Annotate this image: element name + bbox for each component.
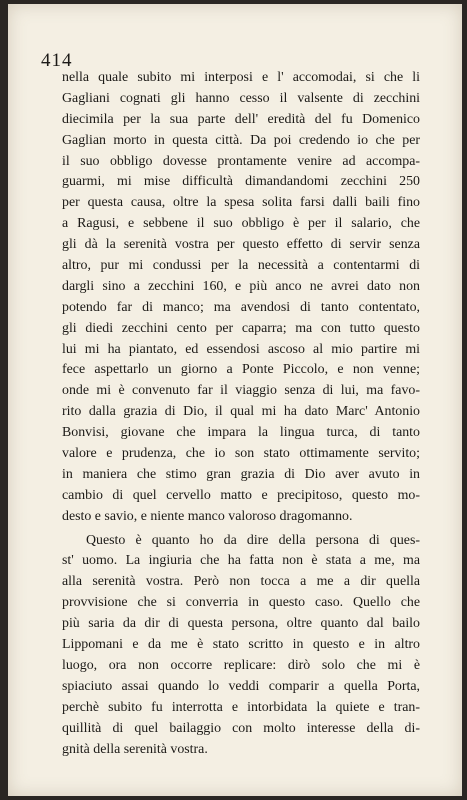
paragraph-1 (62, 68, 420, 528)
text-line: spiaciuto assai quando lo veddi comparir a quella Porta, (62, 678, 420, 694)
text-line: gnità della serenità vostra. (62, 741, 208, 757)
paragraph-2 (62, 531, 420, 761)
body-text (62, 68, 420, 760)
text-line: st' uomo. La ingiuria che ha fatta non è stata a me, ma (62, 553, 420, 569)
text-line: gli dà la serenità vostra per questo effetto di servir senza (62, 237, 420, 253)
text-line: diecimila per la sua parte dell' eredità del fu Domenico (62, 111, 420, 127)
text-line: onde mi è convenuto far il viaggio senza di lui, ma favo- (62, 383, 420, 399)
text-line: rito dalla grazia di Dio, il qual mi ha dato Marc' Antonio (62, 404, 420, 420)
text-line: il suo obbligo dovesse prontamente venire ad accompa- (62, 153, 420, 169)
text-line: provvisione che si converria in questo caso. Quello che (62, 595, 420, 611)
text-line: gli diedi zecchini cento per caparra; ma con tutto questo (62, 320, 420, 336)
book-page (8, 4, 462, 796)
text-line: Questo è quanto ho da dire della persona di ques- (86, 532, 420, 548)
text-line: Gagliani cognati gli hanno cesso il valsente di zecchini (62, 90, 420, 106)
text-line: più saria da dir di questa persona, oltre quanto dal bailo (62, 616, 420, 632)
text-line: perchè subito fu interrotta e intorbidata la quiete e tran- (62, 699, 420, 715)
text-line: cambio di quel cervello matto e precipitoso, questo mo- (62, 487, 420, 503)
text-line: a Ragusi, e sebbene il suo obbligo è per il salario, che (62, 216, 420, 232)
text-line: guarmi, mi mise difficultà dimandandomi zecchini 250 (62, 174, 420, 190)
page-number: 414 (41, 50, 73, 71)
text-line: nella quale subito mi interposi e l' accomodai, si che li (62, 70, 420, 85)
text-line: dargli sino a zecchini 160, e più anco ne avrei dato non (62, 278, 420, 294)
text-line: Lippomani e da me è stato scritto in questo e in altro (62, 637, 420, 653)
text-line: lui mi ha piantato, ed essendosi ascoso al mio partire mi (62, 341, 420, 357)
text-line: valore e prudenza, che io son stato ottimamente servito; (62, 446, 420, 462)
text-line: luogo, ora non occorre replicare: dirò solo che mi è (62, 657, 420, 673)
text-line: altro, pur mi condussi per la necessità a contentarmi di (62, 258, 420, 274)
text-line: Gaglian morto in questa città. Da poi credendo io che per (62, 132, 420, 148)
text-line: Bonvisi, giovane che impara la lingua turca, di tanto (62, 425, 420, 441)
text-line: alla serenità vostra. Però non tocca a me a dir quella (62, 574, 420, 590)
text-line: potendo far di manco; ma avendosi di tanto contentato, (62, 299, 420, 315)
text-line: fece aspettarlo un giorno a Ponte Piccolo, e non venne; (62, 362, 420, 378)
text-line: in maniera che stimo gran grazia di Dio aver avuto in (62, 466, 420, 482)
text-line: quillità di quel bailaggio con molto interesse della di- (62, 720, 420, 736)
text-line: desto e savio, e niente manco valoroso dragomanno. (62, 508, 353, 524)
text-line: per questa causa, oltre la spesa solita farsi dalli baili fino (62, 195, 420, 211)
